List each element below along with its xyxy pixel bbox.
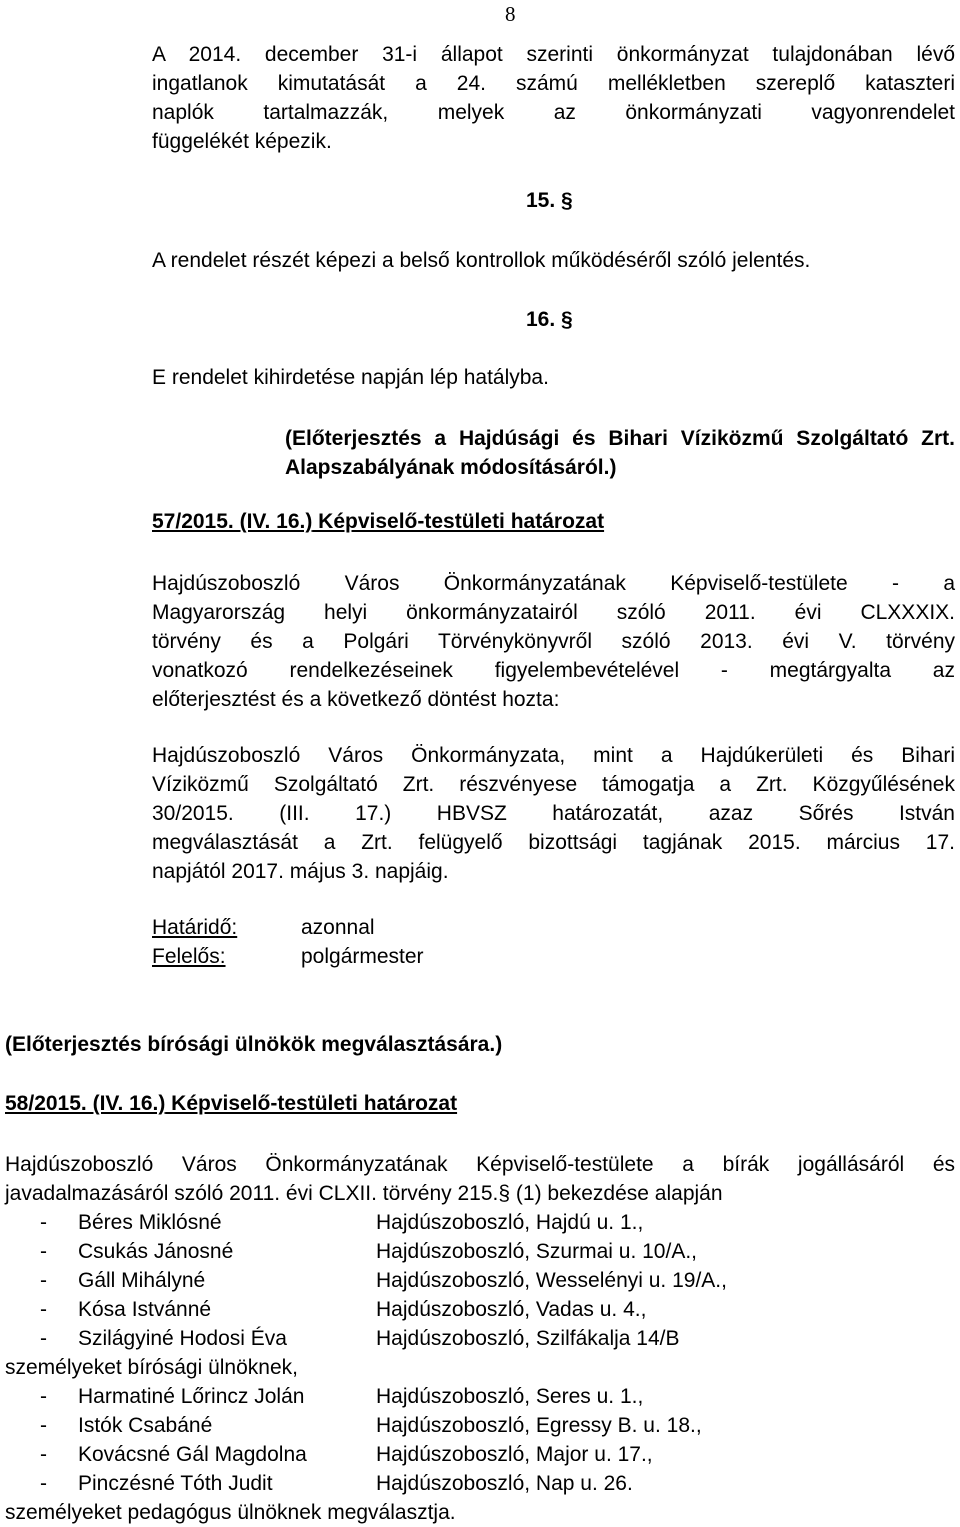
- person-name: Kovácsné Gál Magdolna: [78, 1443, 307, 1466]
- list-item: [5, 1411, 955, 1440]
- list-dash: -: [40, 1385, 47, 1408]
- resolution-58-intro: [5, 1150, 955, 1208]
- section-15-text: A rendelet részét képezi a belső kontrollok működéséről szóló jelentés.: [152, 249, 811, 272]
- group-closing-text: személyeket bírósági ülnöknek,: [5, 1356, 298, 1379]
- court-assessors-list: [5, 1208, 955, 1527]
- resolution-type: Képviselő-testületi határozat: [312, 510, 605, 533]
- agenda-heading-1: [285, 424, 955, 482]
- person-address: Hajdúszoboszló, Major u. 17.,: [376, 1443, 653, 1466]
- resolution-number: 58/2015. (IV. 16.): [5, 1092, 166, 1115]
- section-number: 16.: [526, 308, 556, 331]
- section-16-text: E rendelet kihirdetése napján lép hatályba.: [152, 366, 549, 389]
- heading-line: Alapszabályának módosításáról.): [285, 456, 617, 479]
- section-number: 15.: [526, 189, 556, 212]
- text-line: javadalmazásáról szóló 2011. évi CLXII. törvény 215.§ (1) bekezdése alapján: [5, 1182, 723, 1205]
- text-line: naplók tartalmazzák, melyek az önkormányzati vagyonrendelet: [152, 101, 955, 124]
- person-address: Hajdúszoboszló, Vadas u. 4.,: [376, 1298, 647, 1321]
- person-address: Hajdúszoboszló, Szilfákalja 14/B: [376, 1327, 680, 1350]
- list-item: [5, 1208, 955, 1237]
- person-address: Hajdúszoboszló, Hajdú u. 1.,: [376, 1211, 644, 1234]
- deadline-label: Határidő:: [152, 916, 238, 939]
- list-dash: -: [40, 1327, 47, 1350]
- list-item: [5, 1237, 955, 1266]
- list-item: [5, 1266, 955, 1295]
- person-address: Hajdúszoboszló, Seres u. 1.,: [376, 1385, 644, 1408]
- agenda-heading-2: (Előterjesztés bírósági ülnökök megválasztására.): [5, 1033, 503, 1056]
- person-address: Hajdúszoboszló, Nap u. 26.: [376, 1472, 633, 1495]
- resolution-58-title: [5, 1092, 457, 1116]
- list-item: [5, 1324, 955, 1353]
- text-line: ingatlanok kimutatását a 24. számú mellékletben szereplő kataszteri: [152, 72, 955, 95]
- person-name: Csukás Jánosné: [78, 1240, 234, 1263]
- text-line: 30/2015. (III. 17.) HBVSZ határozatát, azaz Sőrés István: [152, 802, 955, 825]
- resolution-number: 57/2015. (IV. 16.): [152, 510, 313, 533]
- resolution-57-decision: [152, 741, 955, 886]
- resolution-type: Képviselő-testületi határozat: [165, 1092, 458, 1115]
- text-line: függelékét képezik.: [152, 130, 332, 153]
- list-dash: -: [40, 1298, 47, 1321]
- text-line: A 2014. december 31-i állapot szerinti önkormányzat tulajdonában lévő: [152, 43, 955, 66]
- list-dash: -: [40, 1240, 47, 1263]
- person-address: Hajdúszoboszló, Egressy B. u. 18.,: [376, 1414, 702, 1437]
- text-line: vonatkozó rendelkezéseinek figyelembevételével - megtárgyalta az: [152, 659, 955, 682]
- person-name: Béres Miklósné: [78, 1211, 222, 1234]
- responsible-value: polgármester: [301, 945, 424, 968]
- list-item: [5, 1469, 955, 1498]
- list-dash: -: [40, 1414, 47, 1437]
- deadline-value: azonnal: [301, 916, 375, 939]
- person-address: Hajdúszoboszló, Szurmai u. 10/A.,: [376, 1240, 697, 1263]
- text-line: előterjesztést és a következő döntést hozta:: [152, 688, 560, 711]
- person-name: Istók Csabáné: [78, 1414, 213, 1437]
- text-line: törvény és a Polgári Törvénykönyvről szóló 2013. évi V. törvény: [152, 630, 955, 653]
- text-line: napjától 2017. május 3. napjáig.: [152, 860, 449, 883]
- responsible-label: Felelős:: [152, 945, 226, 968]
- text-line: Hajdúszoboszló Város Önkormányzatának Képviselő-testülete a bírák jogállásáról és: [5, 1153, 955, 1176]
- section-symbol: §: [561, 189, 573, 212]
- text-line: Hajdúszoboszló Város Önkormányzatának Képviselő-testülete - a: [152, 572, 955, 595]
- heading-line: (Előterjesztés a Hajdúsági és Bihari Víziközmű Szolgáltató Zrt.: [285, 427, 955, 450]
- list-dash: -: [40, 1211, 47, 1234]
- person-address: Hajdúszoboszló, Wesselényi u. 19/A.,: [376, 1269, 727, 1292]
- list-item: [5, 1295, 955, 1324]
- section-15-heading: [526, 189, 573, 213]
- section-symbol: §: [561, 308, 573, 331]
- section-16-heading: [526, 308, 573, 332]
- person-name: Kósa Istvánné: [78, 1298, 212, 1321]
- list-dash: -: [40, 1443, 47, 1466]
- resolution-57-title: [152, 510, 604, 534]
- page-number: 8: [505, 2, 516, 26]
- list-item: [5, 1440, 955, 1469]
- list-item: [5, 1382, 955, 1411]
- text-line: megválasztását a Zrt. felügyelő bizottsági tagjának 2015. március 17.: [152, 831, 955, 854]
- text-line: Hajdúszoboszló Város Önkormányzata, mint a Hajdúkerületi és Bihari: [152, 744, 955, 767]
- list-dash: -: [40, 1472, 47, 1495]
- text-line: Víziközmű Szolgáltató Zrt. részvényese támogatja a Zrt. Közgyűlésének: [152, 773, 955, 796]
- list-dash: -: [40, 1269, 47, 1292]
- group-closing-text: személyeket pedagógus ülnöknek megválasztja.: [5, 1501, 456, 1524]
- resolution-57-preamble: [152, 569, 955, 714]
- intro-paragraph: [152, 40, 955, 156]
- person-name: Pinczésné Tóth Judit: [78, 1472, 273, 1495]
- person-name: Gáll Mihályné: [78, 1269, 206, 1292]
- person-name: Szilágyiné Hodosi Éva: [78, 1327, 287, 1350]
- person-name: Harmatiné Lőrincz Jolán: [78, 1385, 305, 1408]
- text-line: Magyarország helyi önkormányzatairól szóló 2011. évi CLXXXIX.: [152, 601, 955, 624]
